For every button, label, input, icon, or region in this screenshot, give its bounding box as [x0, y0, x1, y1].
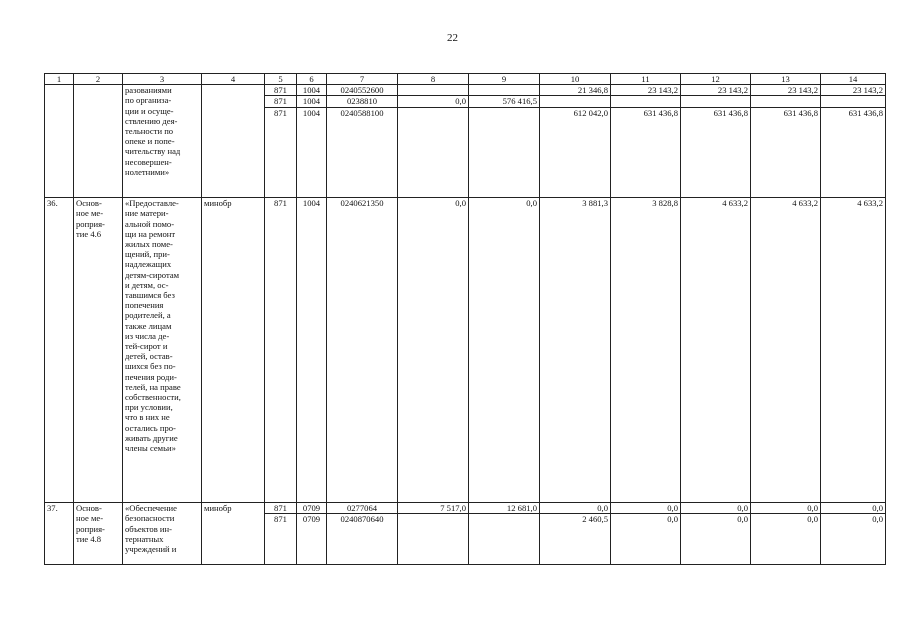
sub-value: 576 416,5	[469, 96, 539, 107]
sub-value: 0,0	[667, 514, 678, 525]
sub-value	[611, 96, 680, 107]
page-number: 22	[447, 32, 458, 44]
amount-cell: 4 633,2	[681, 198, 751, 503]
code-section-cell	[297, 503, 327, 565]
sub-value: 0238810	[327, 96, 397, 107]
sub-value: 0,0	[398, 96, 468, 107]
sub-value: 1004	[297, 96, 326, 107]
sub-value: 0,0	[807, 514, 818, 525]
header-cell: 12	[681, 74, 751, 85]
sub-value: 23 143,2	[681, 85, 750, 96]
sub-value	[471, 514, 537, 524]
measure-type-cell: Основ- ное ме- роприя- тие 4.6	[74, 198, 123, 503]
row-number-cell	[45, 85, 74, 198]
sub-value: 0277064	[327, 503, 397, 514]
sub-value: 21 346,8	[540, 85, 610, 96]
sub-value	[751, 96, 820, 107]
amount-cell	[751, 85, 821, 198]
measure-name-cell: «Обеспечение безопасности объектов ин- тернатных учреждений и	[123, 503, 202, 565]
code-target-cell	[327, 85, 398, 198]
header-cell: 8	[398, 74, 469, 85]
header-cell: 14	[821, 74, 886, 85]
sub-value: 631 436,8	[713, 107, 748, 118]
sub-value	[821, 96, 885, 107]
budget-table	[44, 73, 886, 565]
amount-cell	[611, 85, 681, 198]
sub-value: 23 143,2	[751, 85, 820, 96]
amount-cell	[540, 85, 611, 198]
sub-value: 1004	[302, 107, 321, 118]
measure-name-cell: разованиями по организа- ции и осуще- ствлению дея- тельности по опеке и попе- чительству над несовершен- нолетними»	[123, 85, 202, 198]
code-grbs-cell	[265, 85, 297, 198]
sub-value	[681, 96, 750, 107]
header-cell: 10	[540, 74, 611, 85]
sub-value: 871	[265, 85, 296, 96]
amount-cell: 4 633,2	[821, 198, 886, 503]
amount-cell	[681, 503, 751, 565]
amount-cell	[469, 85, 540, 198]
sub-value: 631 436,8	[643, 107, 678, 118]
sub-value: 0,0	[872, 514, 883, 525]
amount-cell	[469, 503, 540, 565]
table-row-continuation	[45, 85, 886, 198]
header-row	[45, 74, 886, 85]
sub-value	[471, 108, 537, 118]
sub-value: 0709	[297, 503, 326, 514]
amount-cell	[611, 503, 681, 565]
amount-cell	[398, 85, 469, 198]
sub-value: 0240870640	[340, 514, 384, 525]
header-cell: 5	[265, 74, 297, 85]
sub-value: 0709	[302, 514, 321, 525]
measure-type-cell: Основ- ное ме- роприя- тие 4.8	[74, 503, 123, 565]
sub-value: 12 681,0	[469, 503, 539, 514]
sub-value: 871	[274, 514, 287, 525]
code-target-cell	[327, 503, 398, 565]
header-cell: 13	[751, 74, 821, 85]
sub-value: 23 143,2	[821, 85, 885, 96]
amount-cell	[821, 85, 886, 198]
executor-cell: минобр	[202, 503, 265, 565]
sub-value: 0,0	[611, 503, 680, 514]
amount-cell	[398, 503, 469, 565]
amount-cell: 3 881,3	[540, 198, 611, 503]
amount-cell: 4 633,2	[751, 198, 821, 503]
sub-value: 612 042,0	[573, 107, 608, 118]
header-cell: 2	[74, 74, 123, 85]
amount-cell	[681, 85, 751, 198]
amount-cell: 0,0	[469, 198, 540, 503]
header-cell: 11	[611, 74, 681, 85]
sub-value	[398, 85, 468, 96]
amount-cell	[540, 503, 611, 565]
amount-cell: 0,0	[398, 198, 469, 503]
executor-cell	[202, 85, 265, 198]
measure-type-cell	[74, 85, 123, 198]
executor-cell: минобр	[202, 198, 265, 503]
header-cell: 7	[327, 74, 398, 85]
sub-value: 0240552600	[327, 85, 397, 96]
sub-value: 0,0	[821, 503, 885, 514]
amount-cell	[821, 503, 886, 565]
amount-cell	[751, 503, 821, 565]
code-grbs-cell: 871	[265, 198, 297, 503]
row-number-cell: 37.	[45, 503, 74, 565]
sub-value: 871	[265, 96, 296, 107]
table-row-36	[45, 198, 886, 503]
header-cell: 4	[202, 74, 265, 85]
header-cell: 1	[45, 74, 74, 85]
sub-value: 631 436,8	[783, 107, 818, 118]
sub-value: 0,0	[751, 503, 820, 514]
sub-value	[540, 96, 610, 107]
code-grbs-cell	[265, 503, 297, 565]
header-cell: 6	[297, 74, 327, 85]
table-row-37	[45, 503, 886, 565]
measure-name-cell: «Предоставле- ние матери- альной помо- щи на ремонт жилых поме- щений, при- надлежащих детям-сиротам и детям, ос- тавшимся без попечения родителей, а также лицам из числа де- тей-сирот и детей, остав- шихся без по- печения роди- телей, на праве собственности, при условии, что в них не остались про- живать другие члены семьи»	[123, 198, 202, 503]
code-section-cell: 1004	[297, 198, 327, 503]
row-number-cell: 36.	[45, 198, 74, 503]
header-cell: 9	[469, 74, 540, 85]
sub-value: 0,0	[681, 503, 750, 514]
sub-value	[469, 85, 539, 96]
sub-value: 0,0	[540, 503, 610, 514]
sub-value: 1004	[297, 85, 326, 96]
sub-value: 23 143,2	[611, 85, 680, 96]
sub-value	[400, 108, 466, 118]
sub-value: 871	[265, 503, 296, 514]
sub-value: 0240588100	[340, 107, 384, 118]
sub-value: 0,0	[737, 514, 748, 525]
code-target-cell: 0240621350	[327, 198, 398, 503]
amount-cell: 3 828,8	[611, 198, 681, 503]
code-section-cell	[297, 85, 327, 198]
sub-value: 871	[274, 107, 287, 118]
sub-value	[400, 514, 466, 524]
sub-value: 7 517,0	[398, 503, 468, 514]
header-cell: 3	[123, 74, 202, 85]
sub-value: 631 436,8	[848, 107, 883, 118]
sub-value: 2 460,5	[582, 514, 608, 525]
